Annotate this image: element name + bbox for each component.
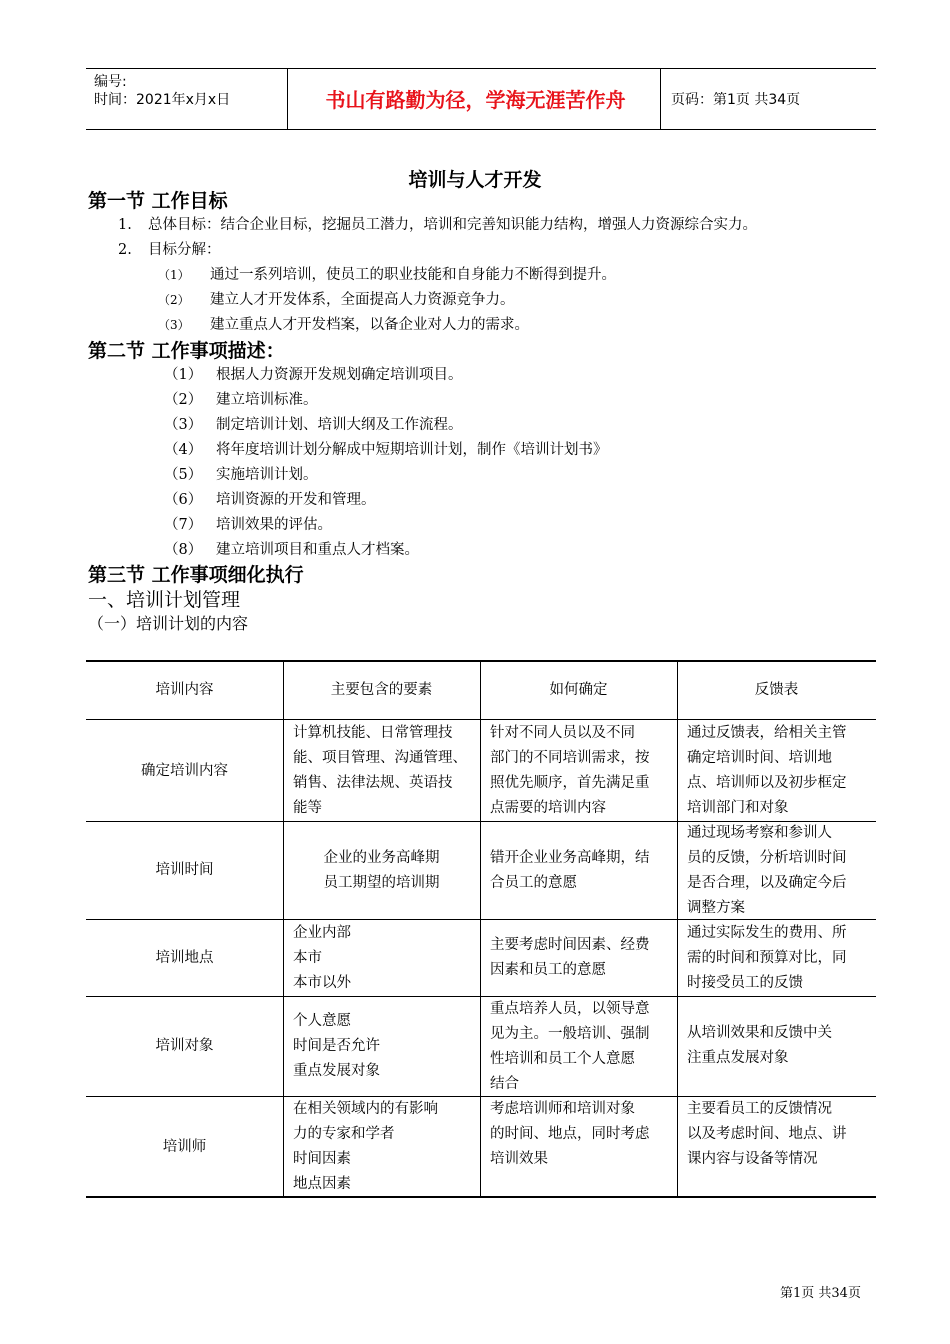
subsection-heading: 一、培训计划管理 — [88, 589, 241, 611]
table-cell: 重点培养人员，以领导意 见为主。一般培训、强制 性培训和员工个人意愿 结合 — [490, 1001, 650, 1092]
page-header — [86, 68, 876, 130]
table-header: 培训内容 — [155, 682, 214, 698]
list-item: 2. 目标分解： — [118, 242, 221, 258]
table-cell: 通过实际发生的费用、所 需的时间和预算对比，同 时接受员工的反馈 — [687, 925, 847, 991]
list-item: （1） 通过一系列培训，使员工的职业技能和自身能力不断得到提升。 — [158, 267, 616, 283]
section2-heading: 第二节 工作事项描述： — [88, 340, 285, 362]
section1-heading: 第一节 工作目标 — [88, 190, 228, 212]
page-footer: 第1页 共34页 — [780, 1286, 861, 1301]
list-item: （1） 根据人力资源开发规划确定培训项目。 — [164, 367, 463, 383]
table-col-divider — [283, 660, 284, 1198]
table-cell: 主要看员工的反馈情况 以及考虑时间、地点、讲 课内容与设备等情况 — [687, 1101, 847, 1167]
list-item: （3） 建立重点人才开发档案，以备企业对人力的需求。 — [158, 317, 529, 333]
table-cell: 计算机技能、日常管理技 能、项目管理、沟通管理、 销售、法律法规、英语技 能等 — [293, 725, 467, 816]
table-row-label: 培训地点 — [155, 950, 214, 966]
table-cell: 企业的业务高峰期 员工期望的培训期 — [323, 850, 440, 891]
table-cell: 从培训效果和反馈中关 注重点发展对象 — [687, 1025, 832, 1066]
list-item: （4） 将年度培训计划分解成中短期培训计划，制作《培训计划书》 — [164, 442, 608, 458]
header-divider — [287, 69, 288, 129]
document-title: 培训与人才开发 — [408, 169, 542, 191]
table-cell: 个人意愿 时间是否允许 重点发展对象 — [293, 1013, 380, 1079]
list-item: （6） 培训资源的开发和管理。 — [164, 492, 376, 508]
table-cell: 通过现场考察和参训人 员的反馈，分析培训时间 是否合理，以及确定今后 调整方案 — [687, 825, 847, 916]
list-item: （2） 建立人才开发体系，全面提高人力资源竞争力。 — [158, 292, 515, 308]
table-col-divider — [480, 660, 481, 1198]
section3-heading: 第三节 工作事项细化执行 — [88, 564, 304, 586]
table-row-label: 培训师 — [162, 1139, 207, 1155]
time-label: 时间：2021年x月x日 — [94, 92, 231, 108]
training-plan-table — [86, 660, 876, 1198]
list-item: （8） 建立培训项目和重点人才档案。 — [164, 542, 419, 558]
table-cell: 主要考虑时间因素、经费 因素和员工的意愿 — [490, 937, 650, 978]
table-row-label: 培训对象 — [155, 1038, 214, 1054]
header-motto: 书山有路勤为径，学海无涯苦作舟 — [325, 88, 626, 112]
table-cell: 在相关领域内的有影响 力的专家和学者 时间因素 地点因素 — [293, 1101, 438, 1192]
list-item: （2） 建立培训标准。 — [164, 392, 318, 408]
subsubsection-heading: （一）培训计划的内容 — [88, 614, 249, 633]
table-row-divider — [86, 719, 876, 720]
table-row-label: 确定培训内容 — [141, 763, 228, 779]
header-meta — [94, 73, 230, 109]
list-item: 1. 总体目标：结合企业目标，挖掘员工潜力，培训和完善知识能力结构，增强人力资源综合实力。 — [118, 217, 757, 233]
table-cell: 企业内部 本市 本市以外 — [293, 925, 351, 991]
serial-label: 编号: — [94, 74, 127, 90]
table-cell: 针对不同人员以及不同 部门的不同培训需求，按 照优先顺序，首先满足重 点需要的培训内容 — [490, 725, 650, 816]
table-header: 反馈表 — [754, 682, 799, 698]
list-item: （3） 制定培训计划、培训大纲及工作流程。 — [164, 417, 463, 433]
list-item: （5） 实施培训计划。 — [164, 467, 318, 483]
table-header: 如何确定 — [549, 682, 608, 698]
table-cell: 考虑培训师和培训对象 的时间、地点，同时考虑 培训效果 — [490, 1101, 650, 1167]
table-cell: 错开企业业务高峰期，结 合员工的意愿 — [490, 850, 650, 891]
table-header: 主要包含的要素 — [330, 682, 433, 698]
list-item: （7） 培训效果的评估。 — [164, 517, 332, 533]
header-page-info: 页码：第1页 共34页 — [671, 92, 801, 108]
table-cell: 通过反馈表，给相关主管 确定培训时间、培训地 点、培训师以及初步框定 培训部门和对象 — [687, 725, 847, 816]
table-row-label: 培训时间 — [155, 862, 214, 878]
table-col-divider — [677, 660, 678, 1198]
